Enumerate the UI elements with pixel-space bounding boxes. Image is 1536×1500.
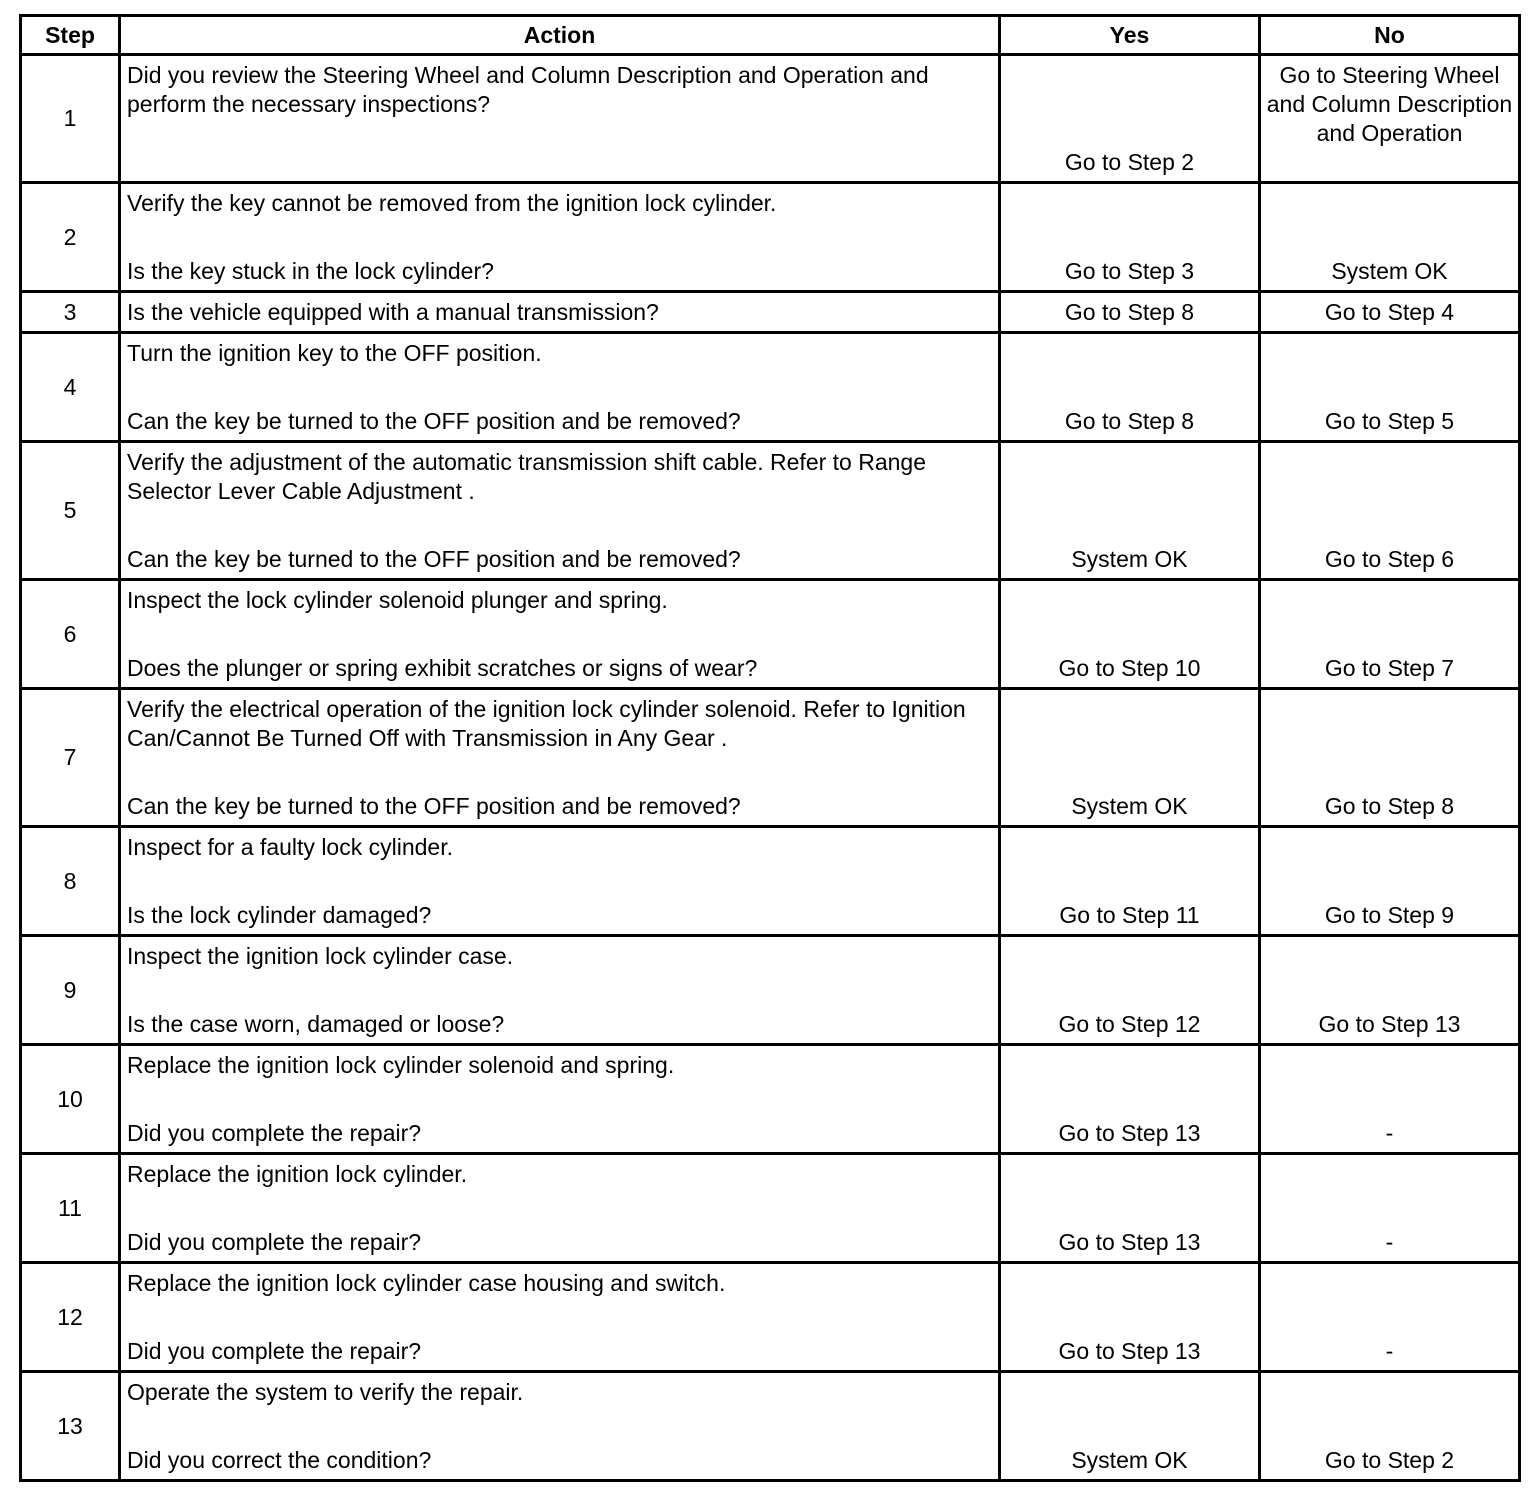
action-question: Did you complete the repair?: [127, 1338, 422, 1364]
header-action: Action: [120, 16, 1000, 55]
no-result: Go to Steering Wheel and Column Description and Operation: [1260, 55, 1520, 183]
header-step: Step: [21, 16, 120, 55]
step-number: 3: [21, 292, 120, 333]
action-cell: [120, 333, 1000, 442]
action-question: Is the case worn, damaged or loose?: [127, 1011, 505, 1037]
action-cell: [120, 580, 1000, 689]
no-result: -: [1260, 1154, 1520, 1263]
no-result: -: [1260, 1263, 1520, 1372]
action-instruction: Operate the system to verify the repair.: [127, 1379, 524, 1405]
diagnostic-table: [19, 14, 1521, 1482]
step-number: 1: [21, 55, 120, 183]
no-result: Go to Step 2: [1260, 1372, 1520, 1481]
no-result: Go to Step 13: [1260, 936, 1520, 1045]
yes-result: Go to Step 10: [1000, 580, 1260, 689]
table-row: [21, 333, 1520, 442]
table-row: [21, 1154, 1520, 1263]
yes-result: System OK: [1000, 689, 1260, 827]
no-result: -: [1260, 1045, 1520, 1154]
table-row: [21, 936, 1520, 1045]
yes-result: Go to Step 13: [1000, 1263, 1260, 1372]
header-no: No: [1260, 16, 1520, 55]
action-instruction: Turn the ignition key to the OFF position.: [127, 340, 542, 366]
step-number: 11: [21, 1154, 120, 1263]
step-number: 2: [21, 183, 120, 292]
action-cell: [120, 936, 1000, 1045]
table-header-row: [21, 16, 1520, 55]
action-cell: [120, 1263, 1000, 1372]
table-row: [21, 292, 1520, 333]
step-number: 12: [21, 1263, 120, 1372]
yes-result: System OK: [1000, 1372, 1260, 1481]
action-instruction: Replace the ignition lock cylinder solenoid and spring.: [127, 1052, 675, 1078]
action-instruction: Inspect the lock cylinder solenoid plunger and spring.: [127, 587, 668, 613]
step-number: 9: [21, 936, 120, 1045]
table-row: [21, 1263, 1520, 1372]
no-result: System OK: [1260, 183, 1520, 292]
yes-result: Go to Step 13: [1000, 1045, 1260, 1154]
yes-result: Go to Step 3: [1000, 183, 1260, 292]
action-question: Can the key be turned to the OFF position and be removed?: [127, 793, 741, 819]
action-question: Is the lock cylinder damaged?: [127, 902, 432, 928]
action-cell: [120, 55, 1000, 183]
yes-result: Go to Step 2: [1000, 55, 1260, 183]
action-cell: [120, 827, 1000, 936]
action-question: Did you complete the repair?: [127, 1120, 422, 1146]
action-instruction: Verify the electrical operation of the ignition lock cylinder solenoid. Refer to Ignition Can/Cannot Be Turned Off with Transmission in Any Gear .: [127, 696, 966, 751]
action-instruction: Verify the adjustment of the automatic transmission shift cable. Refer to Range Selector Lever Cable Adjustment .: [127, 449, 927, 504]
no-result: Go to Step 5: [1260, 333, 1520, 442]
no-result: Go to Step 4: [1260, 292, 1520, 333]
no-result: Go to Step 8: [1260, 689, 1520, 827]
table-row: [21, 580, 1520, 689]
yes-result: Go to Step 8: [1000, 333, 1260, 442]
action-instruction: Did you review the Steering Wheel and Column Description and Operation and perform the necessary inspections?: [127, 62, 929, 117]
action-question: Did you complete the repair?: [127, 1229, 422, 1255]
action-question: Is the vehicle equipped with a manual transmission?: [127, 298, 659, 325]
action-cell: [120, 442, 1000, 580]
table-row: [21, 1045, 1520, 1154]
action-cell: [120, 183, 1000, 292]
yes-result: Go to Step 11: [1000, 827, 1260, 936]
no-result: Go to Step 7: [1260, 580, 1520, 689]
yes-result: Go to Step 8: [1000, 292, 1260, 333]
table-row: [21, 1372, 1520, 1481]
yes-result: System OK: [1000, 442, 1260, 580]
action-question: Does the plunger or spring exhibit scratches or signs of wear?: [127, 655, 758, 681]
action-instruction: Replace the ignition lock cylinder case housing and switch.: [127, 1270, 726, 1296]
no-result: Go to Step 9: [1260, 827, 1520, 936]
step-number: 7: [21, 689, 120, 827]
action-instruction: Replace the ignition lock cylinder.: [127, 1161, 468, 1187]
table-row: [21, 55, 1520, 183]
action-question: Can the key be turned to the OFF position and be removed?: [127, 408, 741, 434]
action-question: Is the key stuck in the lock cylinder?: [127, 258, 494, 284]
table-row: [21, 827, 1520, 936]
action-instruction: Inspect for a faulty lock cylinder.: [127, 834, 453, 860]
yes-result: Go to Step 12: [1000, 936, 1260, 1045]
step-number: 10: [21, 1045, 120, 1154]
table-row: [21, 689, 1520, 827]
action-cell: [120, 1045, 1000, 1154]
action-cell: [120, 1154, 1000, 1263]
action-instruction: Verify the key cannot be removed from the ignition lock cylinder.: [127, 190, 777, 216]
action-question: Can the key be turned to the OFF position and be removed?: [127, 546, 741, 572]
header-yes: Yes: [1000, 16, 1260, 55]
action-instruction: Inspect the ignition lock cylinder case.: [127, 943, 514, 969]
step-number: 13: [21, 1372, 120, 1481]
table-row: [21, 442, 1520, 580]
step-number: 8: [21, 827, 120, 936]
action-cell: [120, 292, 1000, 333]
action-cell: [120, 1372, 1000, 1481]
step-number: 5: [21, 442, 120, 580]
yes-result: Go to Step 13: [1000, 1154, 1260, 1263]
no-result: Go to Step 6: [1260, 442, 1520, 580]
action-cell: [120, 689, 1000, 827]
table-row: [21, 183, 1520, 292]
step-number: 6: [21, 580, 120, 689]
step-number: 4: [21, 333, 120, 442]
action-question: Did you correct the condition?: [127, 1447, 432, 1473]
